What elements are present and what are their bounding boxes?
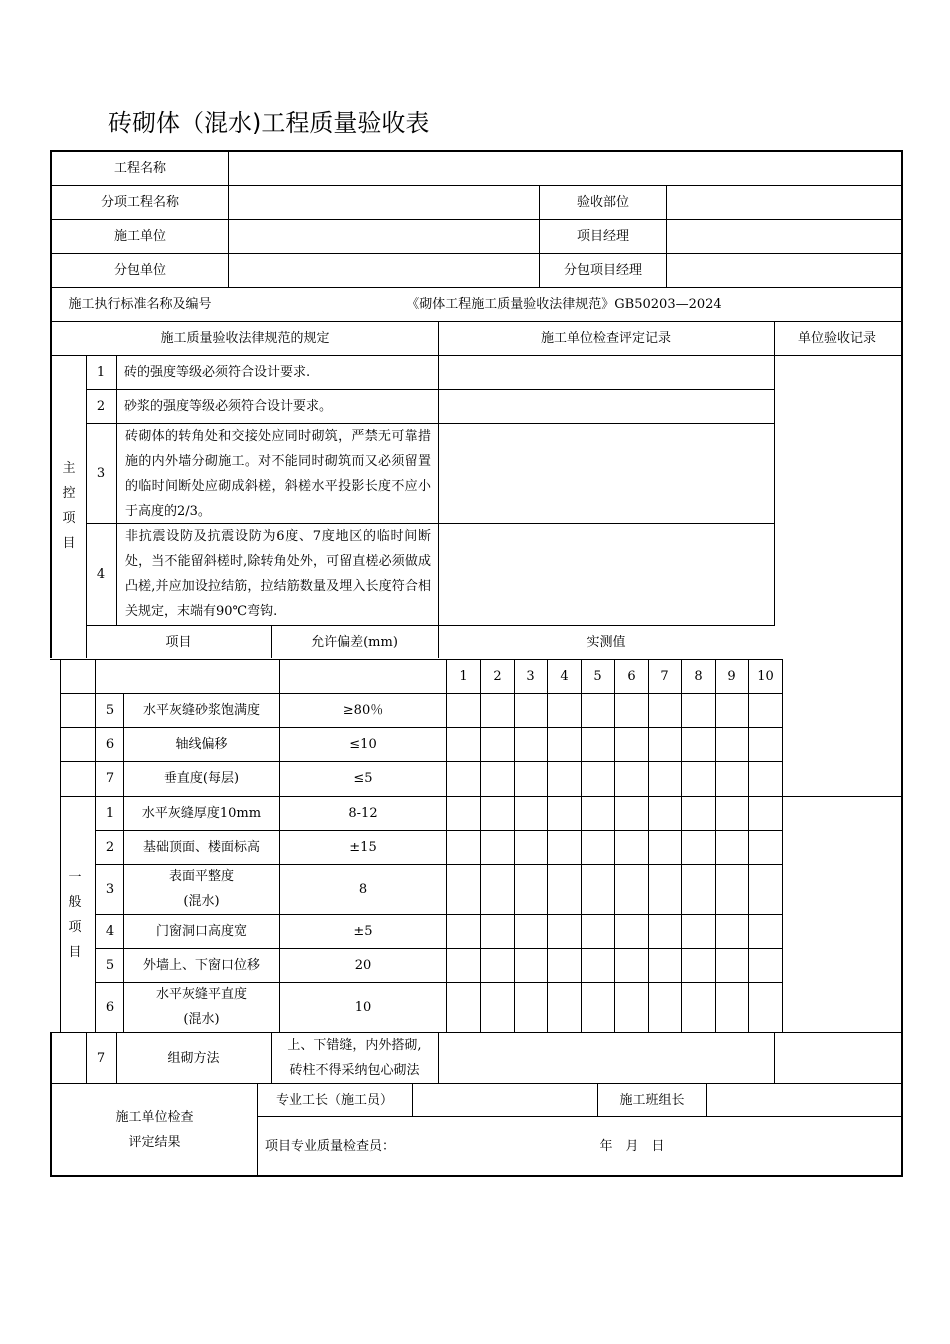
main-item-no-3: 3 [96, 465, 106, 481]
grid-line [480, 659, 481, 1032]
construction-unit-label: 施工单位 [113, 228, 166, 244]
measured-name-6: 轴线偏移 [175, 736, 228, 752]
general-no-1: 1 [105, 805, 115, 821]
project-name-label: 工程名称 [113, 160, 166, 176]
foreman-label: 专业工长（施工员） [275, 1092, 393, 1108]
grid-line [901, 150, 903, 1177]
general-name-5: 外墙上、下窗口位移 [142, 957, 260, 973]
project-manager-label: 项目经理 [576, 228, 629, 244]
measure-item-header: 项目 [165, 634, 192, 650]
general-no-6: 6 [105, 999, 115, 1015]
check-record-header: 施工单位检查评定记录 [540, 330, 671, 346]
grid-line [648, 659, 649, 1032]
measure-no-8: 8 [694, 668, 703, 684]
sub-project-manager-label: 分包项目经理 [563, 262, 642, 278]
measure-no-1: 1 [459, 668, 468, 684]
measure-no-3: 3 [526, 668, 535, 684]
grid-line [228, 152, 229, 287]
measured-header: 实测值 [586, 634, 626, 650]
measure-no-4: 4 [560, 668, 569, 684]
main-item-text-4: 非抗震设防及抗震设防为6度、7度地区的临时间断处，当不能留斜槎时,除转角处外，可留直槎必须做成凸槎,并应加设拉结筋，拉结筋数量及埋入长度符合相关规定，末端有90℃弯钩. [125, 529, 431, 619]
measure-no-9: 9 [727, 668, 736, 684]
inspector-label: 项目专业质量检查员： [265, 1138, 396, 1154]
general-name-2: 基础顶面、楼面标高 [142, 839, 260, 855]
general-tol-3: 8 [358, 881, 368, 897]
result-label: 施工单位检查 评定结果 [115, 1110, 194, 1150]
spec-header: 施工质量验收法律规范的规定 [160, 330, 330, 346]
main-item-text-3: 砖砌体的转角处和交接处应同时砌筑，严禁无可靠措施的内外墙分砌施工。对不能同时砌筑而又必须留置的临时间断处应砌成斜槎，斜槎水平投影长度不应小于高度的2/3。 [125, 429, 431, 519]
measured-no-5: 5 [105, 702, 115, 718]
grid-line [666, 185, 667, 287]
general-label: 一 般 项 目 [68, 870, 82, 960]
general-no-4: 4 [105, 923, 115, 939]
measured-tol-5: ≥80％ [342, 702, 384, 718]
measure-no-6: 6 [627, 668, 636, 684]
grid-line [581, 659, 582, 1032]
measure-no-7: 7 [660, 668, 669, 684]
grid-line [748, 659, 749, 1032]
main-item-no-1: 1 [96, 364, 106, 380]
general-tol-4: ±5 [353, 923, 373, 939]
sub-project-label: 分项工程名称 [100, 194, 179, 210]
general-no-5: 5 [105, 957, 115, 973]
grid-line [774, 1032, 775, 1083]
acceptance-record-header: 单位验收记录 [797, 330, 876, 346]
grid-line [514, 659, 515, 1032]
measured-no-6: 6 [105, 736, 115, 752]
main-item-no-2: 2 [96, 398, 106, 414]
grid-line [715, 659, 716, 1032]
measure-no-2: 2 [493, 668, 502, 684]
grid-line [412, 1083, 413, 1116]
measured-no-7: 7 [105, 770, 115, 786]
main-item-text-2: 砂浆的强度等级必须符合设计要求。 [124, 398, 333, 414]
grid-line [681, 659, 682, 1032]
grid-line [257, 1116, 901, 1117]
grid-line [782, 796, 783, 1032]
measure-no-10: 10 [757, 668, 774, 684]
acceptance-part-label: 验收部位 [576, 194, 629, 210]
main-item-no-4: 4 [96, 566, 106, 582]
grid-line [547, 659, 548, 1032]
measured-tol-6: ≤10 [349, 736, 377, 752]
main-control-label: 主 控 项 目 [62, 461, 76, 551]
general-tol-2: ±15 [349, 839, 377, 855]
measure-no-5: 5 [593, 668, 602, 684]
standard-label: 施工执行标准名称及编号 [68, 296, 212, 312]
subcontractor-label: 分包单位 [113, 262, 166, 278]
team-leader-label: 施工班组长 [619, 1092, 685, 1108]
general-tol-6: 10 [354, 999, 372, 1015]
date-label: 年 月 日 [599, 1138, 665, 1154]
general-tol-1: 8-12 [348, 805, 378, 821]
general-name-4: 门窗洞口高度宽 [155, 923, 247, 939]
measured-tol-7: ≤5 [353, 770, 373, 786]
grid-line [706, 1083, 707, 1116]
grid-line [60, 659, 61, 1032]
general-no-2: 2 [105, 839, 115, 855]
general-name-7: 组砌方法 [167, 1050, 220, 1066]
grid-line [438, 321, 439, 658]
general-name-1: 水平灰缝厚度10mm [141, 805, 262, 821]
general-tol-7: 上、下错缝，内外搭砌, 砖柱不得采纳包心砌法 [287, 1038, 422, 1078]
grid-line [614, 659, 615, 1032]
general-no-7: 7 [96, 1050, 106, 1066]
main-item-text-1: 砖的强度等级必须符合设计要求. [124, 364, 311, 380]
page-title: 砖砌体（混水)工程质量验收表 [108, 109, 430, 137]
grid-line [438, 1032, 439, 1083]
general-name-6: 水平灰缝平直度 (混水) [155, 987, 247, 1027]
measured-name-5: 水平灰缝砂浆饱满度 [142, 702, 260, 718]
general-name-3: 表面平整度 (混水) [168, 869, 234, 909]
general-no-3: 3 [105, 881, 115, 897]
tolerance-header: 允许偏差(mm) [311, 634, 398, 650]
measured-name-7: 垂直度(每层) [163, 770, 240, 786]
standard-value: 《砌体工程施工质量验收法律规范》GB50203—2024 [406, 296, 722, 312]
general-tol-5: 20 [354, 957, 372, 973]
grid-line [774, 321, 775, 626]
